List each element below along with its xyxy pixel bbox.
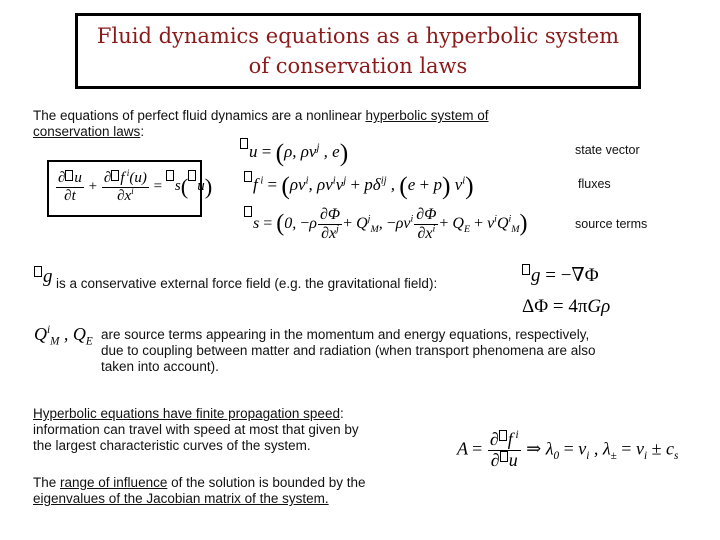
- range-of-influence-paragraph: [33, 475, 443, 507]
- source-symbols: $Q^i_M$ , $Q_E$: [34, 324, 93, 348]
- hyperbolic-speed-paragraph: [33, 406, 443, 454]
- hyp-text-line-2: information can travel with speed at most that given by: [33, 422, 359, 437]
- state-vector-label: state vector: [575, 143, 640, 157]
- eigenvalues-link[interactable]: eigenvalues of the Jacobian matrix of the system.: [33, 491, 329, 506]
- fluxes-label: fluxes: [578, 177, 611, 191]
- range-text-1: The: [33, 475, 61, 490]
- jacobian-equation: A = $\frac{\partial f ^i}{\partial u}$ ⇒ $\lambda_0 = v_i$ , $\lambda_\pm = v_i \pm c_s$: [457, 429, 679, 470]
- source-terms-paragraph: [101, 327, 701, 375]
- force-field-equation: g = −∇Φ: [522, 264, 599, 287]
- hyp-text-line-3: the largest characteristic curves of the system.: [33, 438, 311, 453]
- source-terms-label: source terms: [575, 217, 648, 231]
- poisson-equation: ΔΦ = 4πGρ: [522, 296, 611, 317]
- title-line-1: Fluid dynamics equations as a hyperbolic system: [96, 24, 620, 48]
- g-vector-symbol: g: [34, 266, 53, 288]
- state-vector-equation: u = (ρ, $\rho v^j$ , e): [240, 138, 348, 168]
- q-text-line-2: due to coupling between matter and radiation (when transport phenomena are also: [101, 343, 596, 358]
- source-terms-equation: s = (0, −ρ $\frac{\partial\Phi}{\partial x^j}$ + $Q^j_M$, $-\rho v^i$ $\frac{\partial\Phi}{\partial x^i}$ + $Q_E + v^iQ^i_M$): [244, 206, 528, 242]
- q-text-line-1: are source terms appearing in the momentum and energy equations, respectively,: [101, 327, 590, 342]
- title-line-2: of conservation laws: [248, 54, 468, 78]
- intro-colon: :: [140, 124, 145, 139]
- hyperbolic-link[interactable]: hyperbolic system of: [365, 108, 489, 123]
- conservation-laws-link[interactable]: conservation laws: [33, 124, 141, 139]
- finite-speed-link[interactable]: Hyperbolic equations have finite propagation speed: [33, 406, 340, 421]
- range-of-influence-link[interactable]: range of influence: [60, 475, 168, 490]
- intro-text: The equations of perfect fluid dynamics are a nonlinear: [33, 108, 366, 123]
- range-text-2: of the solution is bounded by the: [167, 475, 366, 490]
- title-box: [75, 13, 641, 89]
- hyp-colon: :: [339, 406, 344, 421]
- q-text-line-3: taken into account).: [101, 359, 219, 374]
- intro-paragraph: [33, 108, 593, 140]
- fluxes-equation: f $^i = (\rho v^i$, $\rho v^iv^j + p\delta^{ij}$ , (e + p) $v^i$): [244, 171, 474, 201]
- conservation-equation: $\frac{\partial u}{\partial t}$ + $\frac{\partial f ^i(u)}{\partial x^i}$ = s( u): [58, 169, 213, 204]
- conservation-equation-box: [47, 160, 213, 217]
- force-field-text: is a conservative external force field (e.g. the gravitational field):: [56, 276, 438, 291]
